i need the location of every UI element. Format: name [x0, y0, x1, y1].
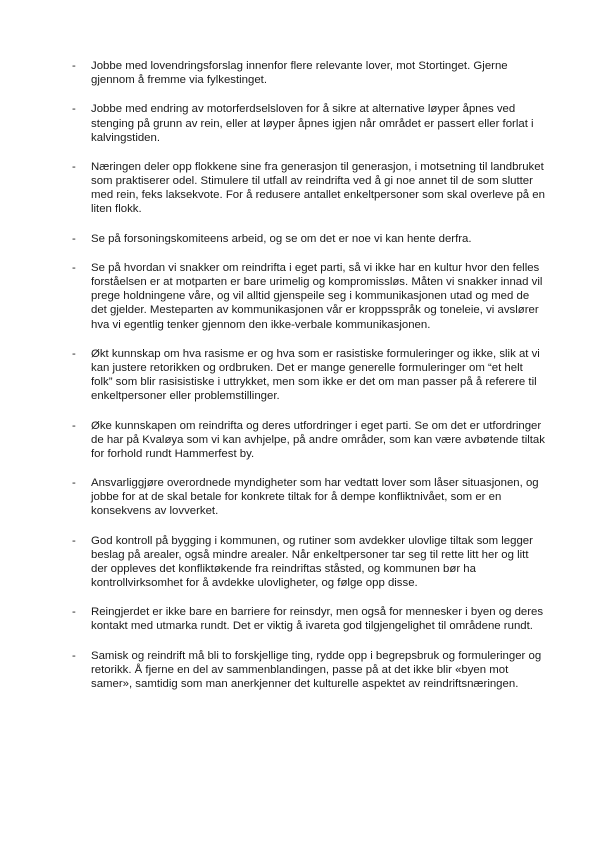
list-item [72, 59, 547, 87]
list-item [72, 534, 547, 590]
list-item [72, 419, 547, 461]
list-item-text: Ansvarliggjøre overordnede myndigheter som har vedtatt lover som låser situasjonen, og jobbe for at de skal betale for konkrete tiltak for å dempe konfliktnivået, som er en konsekvens av lovverket. [91, 477, 539, 518]
list-item [72, 160, 547, 216]
bullet-dash: - [72, 60, 76, 72]
bullet-dash: - [72, 161, 76, 174]
list-item-text: Næringen deler opp flokkene sine fra generasjon til generasjon, i motsetning til landbruket som praktiserer odel. Stimulere til utfall av reindrifta ved å gi noe annet til de som slutter med rein, feks laksekvote. For å redusere antallet enkeltpersoner som skal overleve på en liten flokk. [91, 161, 545, 216]
list-item [72, 261, 547, 331]
list-item-text: Jobbe med lovendringsforslag innenfor flere relevante lover, mot Stortinget. Gjerne gjennom å fremme via fylkestinget. [91, 60, 508, 87]
list-item-text: Økt kunnskap om hva rasisme er og hva som er rasistiske formuleringer og ikke, slik at vi kan justere retorikken og ordbruken. Det er mange generelle formuleringer om “et helt folk” som blir rasisistiske i uttrykket, men som ikke er det om man passer på å referere til enkeltpersoner eller problemstillinger. [91, 347, 540, 403]
bullet-dash: - [72, 606, 76, 619]
list-item [72, 649, 547, 691]
bullet-dash: - [72, 477, 76, 490]
bullet-dash: - [72, 419, 76, 432]
list-item-text: Samisk og reindrift må bli to forskjellige ting, rydde opp i begrepsbruk og formuleringer og retorikk. Å fjerne en del av sammenblandingen, passe på at det ikke blir «byen mot samer», samtidig som man anerkjenner det kulturelle aspektet av reindriftsnæringen. [91, 649, 542, 691]
list-item [72, 102, 547, 144]
bullet-list [72, 59, 547, 706]
list-item [72, 232, 547, 246]
list-item-text: Se på forsoningskomiteens arbeid, og se om det er noe vi kan hente derfra. [91, 232, 472, 245]
list-item-text: Jobbe med endring av motorferdselsloven for å sikre at alternative løyper åpnes ved stenging på grunn av rein, eller at løyper åpnes igjen når området er passert eller forlat i kalvingstiden. [91, 103, 534, 144]
list-item [72, 605, 547, 633]
list-item [72, 347, 547, 403]
bullet-dash: - [72, 534, 76, 547]
list-item-text: Se på hvordan vi snakker om reindrifta i eget parti, så vi ikke har en kultur hvor den felles forståelsen er at motparten er bare urimelig og kompromissløs. Måten vi snakker innad vil prege holdningene våre, og vil alltid gjenspeile seg i kommunikasjonen utad og med de det gjelder. Mesteparten av kommunikasjonen vår er kroppsspråk og toneleie, vi avslører hva vi egentlig tenker gjennom den ikke-verbale kommunikasjonen. [91, 262, 543, 331]
list-item-text: God kontroll på bygging i kommunen, og rutiner som avdekker ulovlige tiltak som legger beslag på arealer, også mindre arealer. Når enkeltpersoner tar seg til rette litt her og litt der oppleves det konfliktøkende fra reindriftas ståsted, og kommunen bør ha kontrollvirksomhet for å avdekke ulovligheter, og følge opp disse. [91, 534, 533, 589]
bullet-dash: - [72, 347, 76, 360]
list-item-text: Reingjerdet er ikke bare en barriere for reinsdyr, men også for mennesker i byen og deres kontakt med utmarka rundt. Det er viktig å ivareta god tilgjengelighet til områdene rundt. [91, 606, 544, 633]
bullet-dash: - [72, 649, 76, 662]
list-item-text: Øke kunnskapen om reindrifta og deres utfordringer i eget parti. Se om det er utfordringer de har på Kvaløya som vi kan avhjelpe, på andre områder, som kan være avbøtende tiltak for forhold rundt Hammerfest by. [91, 419, 545, 460]
bullet-dash: - [72, 232, 76, 245]
list-item [72, 476, 547, 518]
bullet-dash: - [72, 262, 76, 275]
bullet-dash: - [72, 103, 76, 116]
